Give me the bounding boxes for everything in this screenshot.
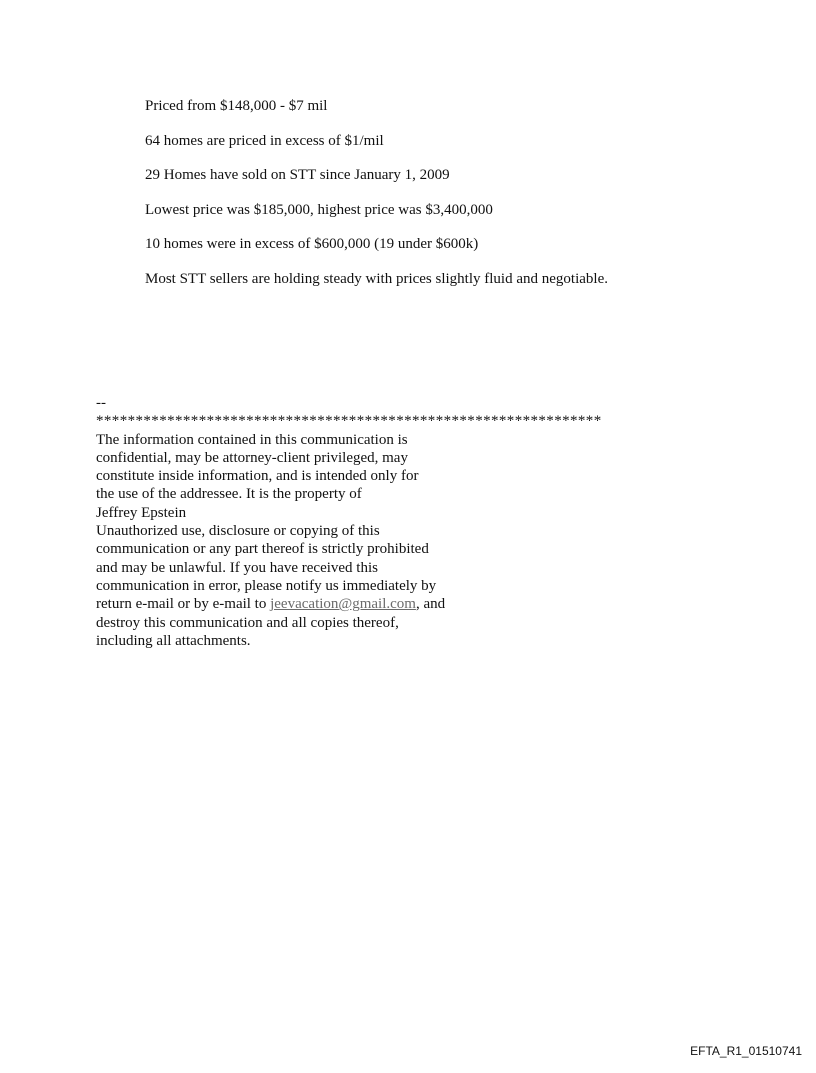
document-id: EFTA_R1_01510741	[690, 1044, 802, 1058]
disclaimer-line: destroy this communication and all copies thereof,	[96, 614, 399, 631]
email-link[interactable]: jeevacation@gmail.com	[270, 596, 416, 613]
disclaimer-line: The information contained in this communication is	[96, 431, 408, 448]
fact-price-range: Priced from $148,000 - $7 mil	[145, 98, 328, 114]
disclaimer-line: confidential, may be attorney-client privileged, may	[96, 449, 408, 466]
disclaimer-line: constitute inside information, and is intended only for	[96, 468, 419, 485]
fact-homes-over-1mil: 64 homes are priced in excess of $1/mil	[145, 132, 384, 149]
disclaimer-email-line	[96, 595, 596, 613]
fact-homes-over-600k: 10 homes were in excess of $600,000 (19 under $600k)	[145, 236, 479, 253]
fact-homes-sold: 29 Homes have sold on STT since January 1, 2009	[145, 167, 450, 184]
signature-separator: --	[96, 395, 106, 411]
disclaimer-line: communication or any part thereof is strictly prohibited	[96, 541, 429, 558]
disclaimer-line: Unauthorized use, disclosure or copying of this	[96, 523, 380, 540]
email-line-prefix: return e-mail or by e-mail to	[96, 596, 271, 613]
disclaimer-line: and may be unlawful. If you have received this	[96, 559, 378, 576]
signature-asterisk-rule: ****************************************************************	[96, 413, 602, 430]
disclaimer-owner-name: Jeffrey Epstein	[96, 504, 187, 521]
listing-facts	[145, 96, 785, 304]
email-signature-disclaimer	[96, 394, 602, 650]
fact-seller-trend: Most STT sellers are holding steady with prices slightly fluid and negotiable.	[145, 270, 608, 287]
disclaimer-line: including all attachments.	[96, 632, 251, 649]
fact-lowest-highest-price: Lowest price was $185,000, highest price was $3,400,000	[145, 201, 493, 218]
email-line-suffix: , and	[415, 596, 446, 613]
disclaimer-line: communication in error, please notify us immediately by	[96, 577, 437, 594]
disclaimer-line: the use of the addressee. It is the property of	[96, 486, 362, 503]
